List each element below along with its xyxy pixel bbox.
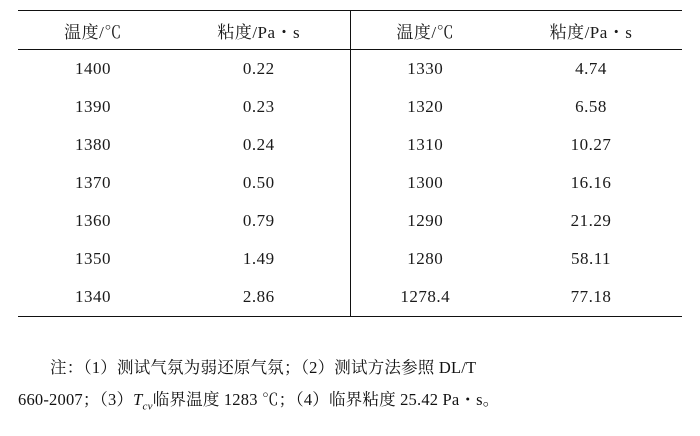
table-footnote xyxy=(18,352,686,422)
table-row xyxy=(18,202,682,240)
table-row xyxy=(18,126,682,164)
cell-temperature-right: 1278.4 xyxy=(350,278,500,317)
footnote-line-2-part-b: 临界温度 1283 ℃；（4）临界粘度 25.42 Pa・s。 xyxy=(152,390,500,409)
footnote-line-2-part-a: 660-2007；（3） xyxy=(18,390,134,409)
cell-temperature-left: 1340 xyxy=(18,278,168,317)
cell-temperature-right: 1310 xyxy=(350,126,500,164)
viscosity-table-container xyxy=(18,10,682,317)
cell-viscosity-left: 1.49 xyxy=(242,249,275,268)
table-row xyxy=(18,278,682,317)
cell-temperature-right: 1300 xyxy=(350,164,500,202)
cell-temperature-left: 1360 xyxy=(75,211,111,230)
cell-viscosity-right: 21.29 xyxy=(570,211,612,230)
table-row xyxy=(18,88,682,126)
cell-viscosity-left: 0.79 xyxy=(242,211,275,230)
header-temperature-left: 温度/℃ xyxy=(18,11,168,50)
cell-viscosity-right: 4.74 xyxy=(575,59,607,78)
cell-viscosity-right: 77.18 xyxy=(500,278,682,317)
cell-viscosity-left: 0.23 xyxy=(242,97,275,116)
header-viscosity-right: 粘度/Pa・s xyxy=(500,11,682,50)
footnote-line-2 xyxy=(18,384,686,422)
cell-viscosity-left: 0.22 xyxy=(242,59,275,78)
cell-viscosity-right: 6.58 xyxy=(575,97,607,116)
cell-viscosity-right: 58.11 xyxy=(570,249,612,268)
cell-viscosity-left: 0.24 xyxy=(242,135,275,154)
cell-temperature-left: 1400 xyxy=(75,59,111,78)
cell-viscosity-right: 10.27 xyxy=(570,135,612,154)
cell-temperature-right: 1320 xyxy=(350,88,500,126)
viscosity-table xyxy=(18,10,682,317)
cell-viscosity-right: 16.16 xyxy=(570,173,612,192)
cell-temperature-left: 1350 xyxy=(75,249,111,268)
cell-temperature-right: 1280 xyxy=(350,240,500,278)
cell-temperature-right: 1330 xyxy=(350,50,500,89)
header-viscosity-left: 粘度/Pa・s xyxy=(168,11,350,50)
cell-viscosity-left: 2.86 xyxy=(168,278,350,317)
footnote-symbol-subscript: cv xyxy=(142,400,153,413)
table-row xyxy=(18,240,682,278)
table-body xyxy=(18,50,682,317)
table-header xyxy=(18,11,682,50)
header-temperature-right: 温度/℃ xyxy=(350,11,500,50)
cell-temperature-left: 1370 xyxy=(75,173,111,192)
table-row xyxy=(18,164,682,202)
cell-temperature-right: 1290 xyxy=(350,202,500,240)
cell-temperature-left: 1380 xyxy=(75,135,111,154)
cell-viscosity-left: 0.50 xyxy=(242,173,275,192)
footnote-line-1: 注：（1）测试气氛为弱还原气氛；（2）测试方法参照 DL/T xyxy=(50,358,477,377)
footnote-symbol-T: T xyxy=(133,390,143,409)
table-row xyxy=(18,50,682,89)
cell-temperature-left: 1390 xyxy=(75,97,111,116)
header-row xyxy=(18,11,682,50)
